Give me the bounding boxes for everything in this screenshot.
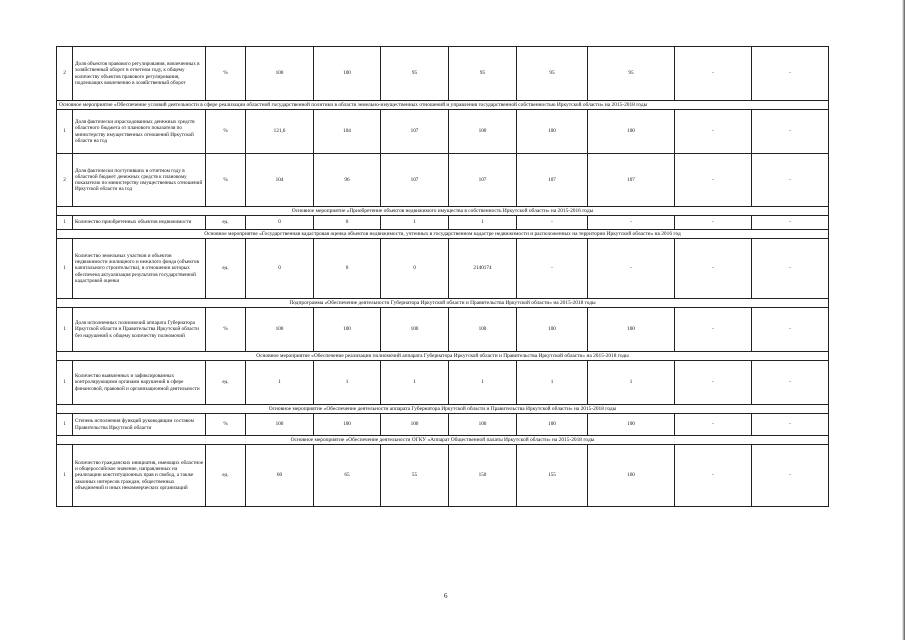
value-cell: 100: [314, 308, 381, 352]
value-cell: 1: [449, 216, 517, 230]
value-cell: 95: [588, 47, 675, 101]
row-number: 1: [57, 239, 73, 299]
value-cell: 104: [246, 154, 314, 207]
value-cell: 0: [314, 239, 381, 299]
row-number: 1: [57, 414, 73, 436]
table-row: [57, 239, 829, 299]
table-row: [57, 308, 829, 352]
row-number: 1: [57, 110, 73, 154]
section-header-row: [57, 436, 829, 445]
value-cell: -: [752, 216, 829, 230]
unit-cell: ед.: [206, 445, 246, 507]
value-cell: 104: [314, 110, 381, 154]
value-cell: 100: [449, 110, 517, 154]
unit-cell: %: [206, 308, 246, 352]
value-cell: 0: [246, 216, 314, 230]
value-cell: 160: [588, 445, 675, 507]
value-cell: 1: [246, 361, 314, 405]
value-cell: 100: [588, 110, 675, 154]
indicator-name: Доля исполненных полномочий аппарата Губернатора Иркутской области и Правительства Иркутской области без нарушений к общему количеству полномочий: [73, 308, 206, 352]
document-page: [56, 46, 828, 507]
unit-cell: ед.: [206, 361, 246, 405]
value-cell: 100: [314, 47, 381, 101]
table-row: [57, 216, 829, 230]
unit-cell: ед.: [206, 239, 246, 299]
value-cell: -: [675, 154, 752, 207]
value-cell: 100: [314, 414, 381, 436]
row-number: 2: [57, 154, 73, 207]
unit-cell: %: [206, 154, 246, 207]
value-cell: 100: [246, 47, 314, 101]
indicator-name: Степень исполнения функций руководящим составом Правительства Иркутской области: [73, 414, 206, 436]
value-cell: 95: [381, 47, 449, 101]
value-cell: 100: [381, 414, 449, 436]
value-cell: -: [588, 239, 675, 299]
value-cell: 1: [381, 216, 449, 230]
value-cell: 1: [314, 361, 381, 405]
value-cell: 0: [381, 239, 449, 299]
value-cell: 100: [381, 308, 449, 352]
section-header-row: [57, 352, 829, 361]
section-title: Основное мероприятие «Обеспечение реализации полномочий аппарата Губернатора Иркутской области и Правительства Иркутской области» на 2015-2018 годы: [57, 352, 829, 361]
value-cell: 107: [381, 154, 449, 207]
value-cell: 155: [517, 445, 588, 507]
value-cell: -: [752, 154, 829, 207]
unit-cell: %: [206, 110, 246, 154]
value-cell: 0: [246, 239, 314, 299]
value-cell: -: [752, 110, 829, 154]
section-title: Подпрограмма «Обеспечение деятельности Губернатора Иркутской области и Правительства Иркутской области» на 2015-2018 годы: [57, 299, 829, 308]
value-cell: -: [588, 216, 675, 230]
value-cell: -: [752, 239, 829, 299]
value-cell: -: [675, 47, 752, 101]
section-title: Основное мероприятие «Обеспечение деятельности ОГКУ «Аппарат Общественной палаты Иркутской области» на 2015-2018 годы: [57, 436, 829, 445]
value-cell: -: [752, 445, 829, 507]
value-cell: -: [675, 216, 752, 230]
value-cell: 95: [449, 47, 517, 101]
section-header-row: [57, 207, 829, 216]
unit-cell: %: [206, 47, 246, 101]
value-cell: -: [675, 308, 752, 352]
table-row: [57, 154, 829, 207]
value-cell: 121,6: [246, 110, 314, 154]
value-cell: 100: [449, 414, 517, 436]
value-cell: 107: [381, 110, 449, 154]
table-row: [57, 47, 829, 101]
value-cell: 1: [381, 361, 449, 405]
section-title: Основное мероприятие «Государственная кадастровая оценка объектов недвижимости, учтенных в государственном кадастре недвижимости и расположенных на территории Иркутской области» на 2016 год: [57, 230, 829, 239]
value-cell: 100: [588, 414, 675, 436]
indicator-name: Количество гражданских инициатив, имеющих областное и общероссийское значение, направленных на реализацию конституционных прав и свобод, а также законных интересов граждан, общественных объединений и иных некоммерческих организаций: [73, 445, 206, 507]
row-number: 2: [57, 47, 73, 101]
row-number: 1: [57, 445, 73, 507]
value-cell: -: [675, 414, 752, 436]
indicator-name: Доля фактически израсходованных денежных средств областного бюджета от планового показателя по министерству имущественных отношений Иркутской области на год: [73, 110, 206, 154]
unit-cell: %: [206, 414, 246, 436]
value-cell: -: [675, 361, 752, 405]
value-cell: -: [752, 308, 829, 352]
table-row: [57, 361, 829, 405]
indicator-name: Доля объектов правового регулирования, вовлеченных в хозяйственный оборот в отчетном году, к общему количеству объектов правового регулирования, подлежащих вовлечению в хозяйственный оборот: [73, 47, 206, 101]
value-cell: 1: [517, 361, 588, 405]
row-number: 1: [57, 361, 73, 405]
table-row: [57, 110, 829, 154]
value-cell: 65: [314, 445, 381, 507]
section-title: Основное мероприятие «Приобретение объектов недвижимого имущества в собственность Иркутской области» на 2015-2016 годы: [57, 207, 829, 216]
section-header-row: [57, 405, 829, 414]
section-header-row: [57, 230, 829, 239]
value-cell: 1: [449, 361, 517, 405]
value-cell: 1: [588, 361, 675, 405]
value-cell: 2140174: [449, 239, 517, 299]
indicator-name: Количество приобретенных объектов недвижимости: [73, 216, 206, 230]
section-title: Основное мероприятие «Обеспечение деятельности аппарата Губернатора Иркутской области и Правительства Иркутской области» на 2015-2018 годы: [57, 405, 829, 414]
section-header-row: [57, 101, 829, 110]
value-cell: -: [675, 445, 752, 507]
section-header-row: [57, 299, 829, 308]
value-cell: 150: [449, 445, 517, 507]
value-cell: 96: [314, 154, 381, 207]
value-cell: -: [752, 361, 829, 405]
indicators-table: [56, 46, 829, 507]
value-cell: 107: [588, 154, 675, 207]
value-cell: -: [675, 239, 752, 299]
value-cell: 95: [517, 47, 588, 101]
value-cell: 107: [449, 154, 517, 207]
value-cell: 100: [517, 308, 588, 352]
row-number: 1: [57, 216, 73, 230]
section-title: Основное мероприятие «Обеспечение условий деятельности в сфере реализации областной государственной политики в области земельно-имущественных отношений и управления государственной собственностью Иркутской области» на 2015-2018 годы: [57, 101, 829, 110]
table-row: [57, 414, 829, 436]
value-cell: 60: [246, 445, 314, 507]
value-cell: 100: [449, 308, 517, 352]
indicator-name: Количество земельных участков и объектов недвижимости жилищного и нежилого фонда (объектов капитального строительства), в отношении которых обеспечена актуализация результатов государственной кадастровой оценки: [73, 239, 206, 299]
value-cell: 100: [246, 414, 314, 436]
value-cell: -: [752, 414, 829, 436]
value-cell: 0: [314, 216, 381, 230]
row-number: 1: [57, 308, 73, 352]
page-number: 6: [444, 592, 448, 600]
value-cell: -: [752, 47, 829, 101]
unit-cell: ед.: [206, 216, 246, 230]
value-cell: -: [517, 216, 588, 230]
value-cell: 100: [517, 414, 588, 436]
table-row: [57, 445, 829, 507]
value-cell: 100: [588, 308, 675, 352]
value-cell: -: [517, 239, 588, 299]
indicator-name: Количество выявленных и зафиксированных контролирующими органами нарушений в сфере финансовой, правовой и организационной деятельности: [73, 361, 206, 405]
value-cell: 107: [517, 154, 588, 207]
value-cell: 100: [246, 308, 314, 352]
value-cell: 100: [517, 110, 588, 154]
value-cell: 55: [381, 445, 449, 507]
value-cell: -: [675, 110, 752, 154]
indicator-name: Доля фактически поступивших в отчетном году в областной бюджет денежных средств к плановому показателю по министерству имущественных отношений Иркутской области на год: [73, 154, 206, 207]
